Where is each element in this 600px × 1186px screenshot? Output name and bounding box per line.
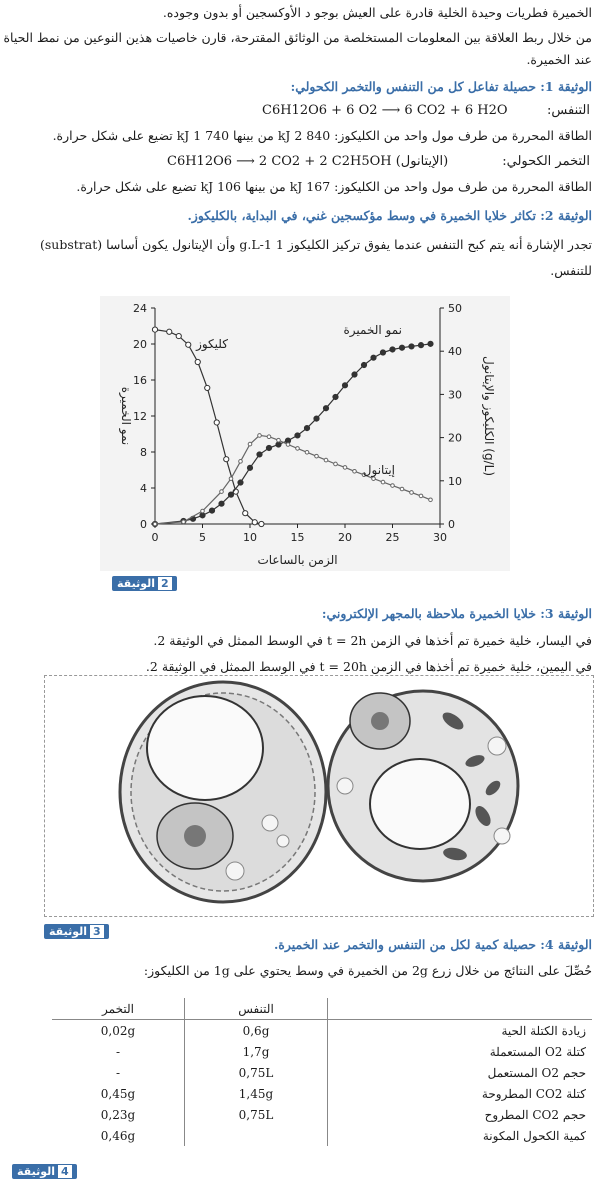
doc3-right-text: في اليمين، خلية خميرة تم أخذها في الزمن t = 20h في الوسط الممثل في الوثيقة 2. [145, 659, 592, 674]
y-left-tick-label: 12 [133, 410, 147, 423]
y-left-tick-label: 24 [133, 302, 147, 315]
data-point-glucose [176, 333, 181, 338]
yeast-cell-right [328, 691, 518, 881]
data-point-ethanol [258, 434, 262, 438]
y-left-tick-label: 8 [140, 446, 147, 459]
data-point-yeast-growth [209, 508, 214, 513]
data-point-glucose [195, 359, 200, 364]
data-point-yeast-growth [409, 344, 414, 349]
row-label: كتلة CO2 المطروحة [481, 1086, 586, 1101]
table-row [52, 1041, 592, 1062]
row-label: زيادة الكتلة الحية [501, 1023, 586, 1038]
ferm-cell: - [52, 1041, 185, 1062]
y-left-tick-label: 16 [133, 374, 147, 387]
data-point-yeast-growth [314, 416, 319, 421]
data-point-ethanol [343, 466, 347, 470]
ferm-cell: 0,46g [52, 1125, 185, 1146]
data-point-yeast-growth [238, 480, 243, 485]
doc4-badge-label: الوثيقة [17, 1165, 56, 1178]
resp-cell: 0,75L [185, 1062, 328, 1083]
data-point-glucose [224, 457, 229, 462]
table-row [52, 1083, 592, 1104]
data-point-ethanol [334, 462, 338, 466]
data-point-ethanol [324, 458, 328, 462]
data-point-ethanol [305, 450, 309, 454]
y-right-tick-label: 10 [448, 474, 462, 488]
data-point-yeast-growth [219, 501, 224, 506]
resp-cell: 0,75L [185, 1104, 328, 1125]
data-point-glucose [259, 521, 264, 526]
data-point-ethanol [267, 435, 271, 439]
x-tick-label: 0 [151, 531, 159, 544]
resp-cell [185, 1125, 328, 1146]
doc3-heading: الوثيقة 3: خلايا الخميرة ملاحظة بالمجهر الإلكتروني: [321, 606, 592, 621]
data-point-yeast-growth [428, 341, 433, 346]
resp-cell: 1,45g [185, 1083, 328, 1104]
resp-label: التنفس: [547, 103, 590, 118]
x-tick-label: 15 [290, 531, 305, 544]
header-respiration: التنفس [185, 998, 328, 1020]
table-header-row [52, 998, 592, 1020]
doc3-badge-label: الوثيقة [49, 925, 88, 938]
data-point-yeast-growth [390, 347, 395, 352]
data-point-yeast-growth [200, 513, 205, 518]
y-left-axis-label: نمو الخميرة [119, 386, 133, 446]
data-point-yeast-growth [352, 372, 357, 377]
x-axis-label: الزمن بالساعات [257, 553, 338, 567]
intro-line-3: عند الخميرة. [526, 52, 592, 67]
data-point-yeast-growth [266, 445, 271, 450]
data-point-glucose [152, 327, 157, 332]
data-point-ethanol [248, 442, 252, 446]
data-point-yeast-growth [342, 383, 347, 388]
data-point-ethanol [239, 460, 243, 464]
header-label [328, 998, 593, 1020]
doc2-text-1: تجدر الإشارة أنه يتم كبح التنفس عندما يفوق تركيز الكليكوز 1 g.L-1 وأن الإيتانول يكون أساسا (substrat) [39, 237, 592, 252]
x-tick-label: 30 [433, 531, 447, 544]
doc2-chart [100, 296, 510, 571]
data-point-yeast-growth [304, 425, 309, 430]
intro-line-2: من خلال ربط العلاقة بين المعلومات المستخلصة من الوثائق المقترحة، قارن خاصيات هذين النوعين من نمط الحياة [3, 30, 592, 45]
header-fermentation: التخمر [52, 998, 185, 1020]
data-point-yeast-growth [295, 433, 300, 438]
y-right-tick-label: 50 [448, 302, 462, 315]
x-tick-label: 25 [385, 531, 400, 544]
y-right-tick-label: 40 [448, 345, 462, 359]
data-point-ethanol [400, 487, 404, 491]
ferm-cell: 0,45g [52, 1083, 185, 1104]
doc4-badge [12, 1164, 77, 1179]
data-point-ethanol [419, 494, 423, 498]
ferm-energy: الطاقة المحررة من طرف مول واحد من الكليكوز: kJ 167 من بينها kJ 106 تضيع على شكل حرارة. [76, 179, 592, 194]
doc3-badge-number: 3 [90, 925, 104, 938]
data-point-ethanol [153, 522, 157, 526]
data-point-glucose [186, 342, 191, 347]
doc1-heading: الوثيقة 1: حصيلة تفاعل كل من التنفس والتخمر الكحولي: [290, 79, 592, 94]
resp-cell: 0,6g [185, 1020, 328, 1042]
data-point-yeast-growth [333, 394, 338, 399]
y-right-axis-label: الكليكوز والإيتانول (g/L) [482, 355, 496, 477]
x-tick-label: 10 [243, 531, 257, 544]
data-point-yeast-growth [371, 355, 376, 360]
doc2-badge-number: 2 [158, 577, 172, 590]
data-point-yeast-growth [247, 465, 252, 470]
doc4-badge-number: 4 [58, 1165, 72, 1178]
data-point-ethanol [201, 509, 205, 513]
x-tick-label: 5 [199, 531, 206, 544]
data-point-ethanol [277, 438, 281, 442]
row-label: كتلة O2 المستعملة [489, 1044, 586, 1059]
ferm-cell: 0,23g [52, 1104, 185, 1125]
data-point-ethanol [182, 520, 186, 524]
data-point-glucose [252, 520, 257, 525]
y-right-tick-label: 0 [448, 518, 455, 531]
annotation-yeast-growth: نمو الخميرة [343, 323, 402, 337]
ferm-label: التخمر الكحولي: [502, 154, 590, 169]
resp-energy: الطاقة المحررة من طرف مول واحد من الكليكوز: kJ 2 840 من بينها kJ 1 740 تضيع على شكل حرارة. [52, 128, 592, 143]
data-point-glucose [214, 420, 219, 425]
data-point-ethanol [286, 443, 290, 447]
doc4-heading: الوثيقة 4: حصيلة كمية لكل من التنفس والتخمر عند الخميرة. [273, 937, 592, 952]
data-point-ethanol [229, 477, 233, 481]
annotation-ethanol: إيتانول [362, 463, 395, 477]
table-row [52, 1125, 592, 1146]
annotation-glucose: كليكوز [196, 337, 228, 351]
data-point-ethanol [372, 477, 376, 481]
x-tick-label: 20 [338, 531, 352, 544]
micrograph-frame [44, 675, 594, 917]
data-point-yeast-growth [418, 343, 423, 348]
resp-cell: 1,7g [185, 1041, 328, 1062]
doc2-text-2: للتنفس. [550, 263, 592, 278]
data-point-yeast-growth [399, 345, 404, 350]
doc4-text: حُصِّلَ على النتائج من خلال زرع 2g من الخميرة في وسط يحتوي على 1g من الكليكوز: [143, 963, 592, 978]
table-row [52, 1062, 592, 1083]
data-point-ethanol [429, 498, 433, 502]
y-left-tick-label: 4 [140, 482, 147, 495]
row-label: حجم O2 المستعمل [487, 1065, 586, 1080]
y-left-tick-label: 20 [133, 338, 147, 351]
data-point-ethanol [391, 484, 395, 488]
data-point-yeast-growth [257, 452, 262, 457]
ferm-cell: - [52, 1062, 185, 1083]
data-point-yeast-growth [323, 406, 328, 411]
doc2-badge [112, 576, 177, 591]
data-point-ethanol [410, 491, 414, 495]
doc2-badge-label: الوثيقة [117, 577, 156, 590]
ferm-cell: 0,02g [52, 1020, 185, 1042]
intro-line-1: الخميرة فطريات وحيدة الخلية قادرة على العيش بوجو د الأوكسجين أو بدون وجوده. [162, 5, 592, 20]
data-point-yeast-growth [228, 492, 233, 497]
table-row [52, 1104, 592, 1125]
data-point-glucose [205, 385, 210, 390]
data-point-ethanol [353, 469, 357, 473]
doc2-heading: الوثيقة 2: تكاثر خلايا الخميرة في وسط مؤكسجين غني، في البداية، بالكليكوز. [187, 208, 592, 223]
data-point-ethanol [381, 480, 385, 484]
data-point-glucose [167, 329, 172, 334]
results-table [52, 998, 592, 1146]
y-right-tick-label: 30 [448, 388, 462, 402]
data-point-ethanol [220, 490, 224, 494]
row-label: حجم CO2 المطروح [484, 1107, 586, 1122]
data-point-yeast-growth [276, 442, 281, 447]
doc3-left-text: في اليسار، خلية خميرة تم أخذها في الزمن t = 2h في الوسط الممثل في الوثيقة 2. [153, 633, 592, 648]
yeast-cell-left [120, 682, 326, 902]
ferm-equation: C6H12O6 ⟶ 2 CO2 + 2 C2H5OH (الإيتانول) [167, 154, 449, 169]
y-right-tick-label: 20 [448, 431, 462, 445]
data-point-glucose [243, 511, 248, 516]
data-point-ethanol [315, 454, 319, 458]
micrographs [45, 676, 593, 916]
data-point-ethanol [296, 447, 300, 451]
row-label: كمية الكحول المكونة [482, 1128, 586, 1143]
data-point-yeast-growth [380, 350, 385, 355]
data-point-yeast-growth [361, 362, 366, 367]
resp-equation: C6H12O6 + 6 O2 ⟶ 6 CO2 + 6 H2O [262, 103, 508, 118]
y-left-tick-label: 0 [140, 518, 147, 531]
table-row [52, 1020, 592, 1042]
